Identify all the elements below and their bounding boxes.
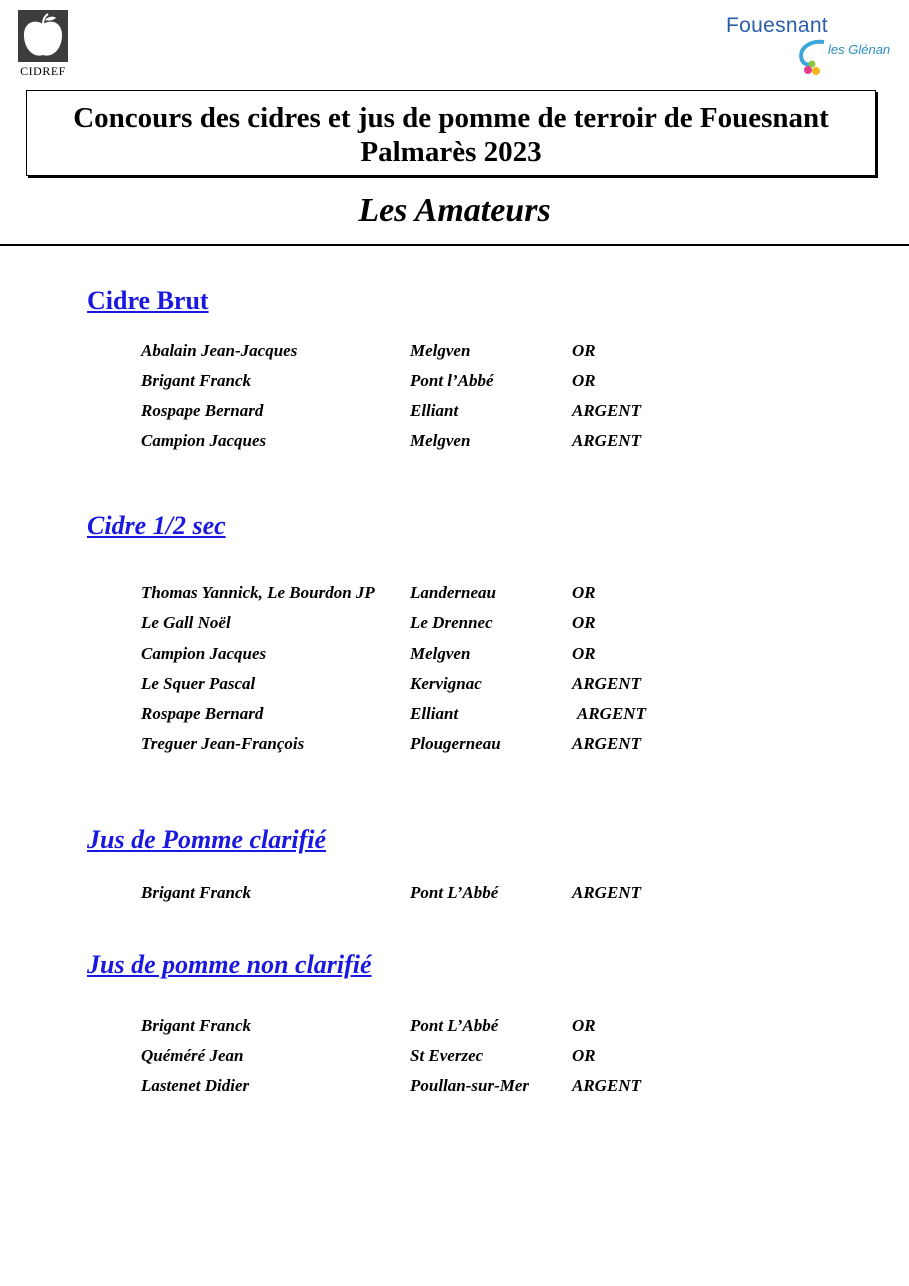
- section-heading-jus-non-clarifie: Jus de pomme non clarifié: [87, 950, 372, 979]
- entry-award: ARGENT: [572, 401, 641, 420]
- cidref-logo: [14, 6, 72, 78]
- entry-award: OR: [572, 583, 596, 602]
- entry-name: Brigant Franck: [141, 1016, 252, 1035]
- fouesnant-logo: [720, 10, 900, 80]
- entry-name: Lastenet Didier: [141, 1076, 250, 1095]
- fouesnant-logo-sub: les Glénan: [828, 42, 891, 57]
- apple-icon: [18, 10, 68, 62]
- entry-name: Brigant Franck: [141, 371, 252, 390]
- entry-name: Abalain Jean-Jacques: [141, 341, 298, 360]
- entry-town: Pont L’Abbé: [410, 1016, 499, 1035]
- fouesnant-logo-name: Fouesnant: [726, 14, 828, 37]
- entry-name: Thomas Yannick, Le Bourdon JP: [141, 583, 375, 602]
- entry-award: OR: [572, 1046, 596, 1065]
- entry-award: OR: [572, 341, 596, 360]
- entry-name: Le Gall Noël: [141, 613, 231, 632]
- entry-town: Elliant: [410, 401, 459, 420]
- section-heading-cidre-brut: Cidre Brut: [87, 286, 209, 315]
- entry-award: ARGENT: [572, 674, 641, 693]
- entry-award: ARGENT: [572, 734, 641, 753]
- entry-town: Elliant: [410, 704, 459, 723]
- entry-town: Melgven: [410, 431, 471, 450]
- entry-name: Rospape Bernard: [141, 704, 264, 723]
- list-item: [0, 341, 909, 365]
- list-item: [0, 371, 909, 395]
- entry-name: Brigant Franck: [141, 883, 252, 902]
- entry-name: Le Squer Pascal: [141, 674, 256, 693]
- title-box: [26, 90, 876, 176]
- page-title-year: Palmarès 2023: [360, 136, 542, 168]
- divider: [0, 244, 909, 246]
- list-item: [0, 431, 909, 455]
- list-item: [0, 613, 909, 637]
- list-item: [0, 1016, 909, 1040]
- entry-name: Quéméré Jean: [141, 1046, 244, 1065]
- entry-town: Kervignac: [410, 674, 482, 693]
- entry-name: Campion Jacques: [141, 431, 267, 450]
- entry-town: Pont l’Abbé: [410, 371, 494, 390]
- list-item: [0, 1046, 909, 1070]
- entry-name: Treguer Jean-François: [141, 734, 305, 753]
- entry-town: Melgven: [410, 341, 471, 360]
- list-item: [0, 644, 909, 668]
- list-item: [0, 401, 909, 425]
- entry-town: Le Drennec: [410, 613, 493, 632]
- list-item: [0, 583, 909, 607]
- list-item: [0, 883, 909, 907]
- cidref-logo-text: CIDREF: [20, 64, 66, 78]
- entry-town: Plougerneau: [410, 734, 501, 753]
- entry-name: Rospape Bernard: [141, 401, 264, 420]
- list-item: [0, 704, 909, 728]
- entry-name: Campion Jacques: [141, 644, 267, 663]
- entry-town: Pont L’Abbé: [410, 883, 499, 902]
- entry-town: Landerneau: [410, 583, 496, 602]
- entry-town: St Everzec: [410, 1046, 484, 1065]
- entry-award: OR: [572, 613, 596, 632]
- entry-award: ARGENT: [572, 883, 641, 902]
- entry-award: OR: [572, 371, 596, 390]
- list-item: [0, 734, 909, 758]
- entry-award: ARGENT: [572, 431, 641, 450]
- list-item: [0, 674, 909, 698]
- entry-award: OR: [572, 644, 596, 663]
- list-item: [0, 1076, 909, 1100]
- section-heading-cidre-demi-sec: Cidre 1/2 sec: [87, 511, 226, 540]
- section-heading-jus-clarifie: Jus de Pomme clarifié: [87, 825, 327, 854]
- entry-town: Melgven: [410, 644, 471, 663]
- page-title: Concours des cidres et jus de pomme de terroir de Fouesnant: [73, 102, 829, 134]
- entry-town: Poullan-sur-Mer: [410, 1076, 530, 1095]
- entry-award: ARGENT: [577, 704, 646, 723]
- entry-award: ARGENT: [572, 1076, 641, 1095]
- entry-award: OR: [572, 1016, 596, 1035]
- page-subtitle: Les Amateurs: [358, 192, 551, 229]
